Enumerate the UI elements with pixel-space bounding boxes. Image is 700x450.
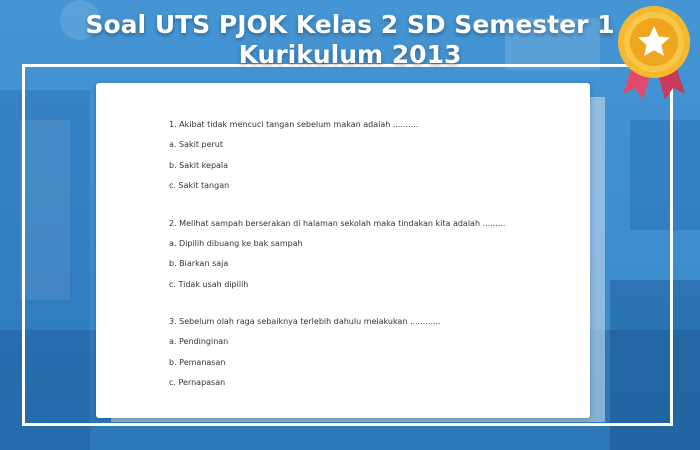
question-3-option-b: b. Pemanasan xyxy=(169,357,226,367)
question-list xyxy=(169,120,569,399)
question-3-option-c: c. Pernapasan xyxy=(169,378,226,387)
question-1-option-a: a. Sakit perut xyxy=(169,140,223,149)
question-2-option-b: b. Biarkan saja xyxy=(169,259,229,268)
question-1-option-b: b. Sakit kepala xyxy=(169,160,229,170)
star-ribbon-badge-icon xyxy=(613,2,695,102)
title-line-2: Kurikulum 2013 xyxy=(238,40,462,69)
question-3: 3. Sebelum olah raga sebaiknya terlebih dahulu melakukan ............ xyxy=(169,317,441,326)
question-2-option-c: c. Tidak usah dipilih xyxy=(169,279,249,289)
title-line-1: Soal UTS PJOK Kelas 2 SD Semester 1 xyxy=(85,10,615,39)
question-1: 1. Akibat tidak mencuci tangan sebelum makan adalah .......... xyxy=(169,120,419,129)
question-2-option-a: a. Dipilih dibuang ke bak sampah xyxy=(169,238,303,248)
page-title xyxy=(0,10,700,70)
question-3-option-a: a. Pendinginan xyxy=(169,337,229,346)
question-2: 2. Melihat sampah berserakan di halaman sekolah maka tindakan kita adalah ......... xyxy=(169,218,506,228)
question-sheet xyxy=(96,83,590,418)
question-1-option-c: c. Sakit tangan xyxy=(169,181,230,190)
